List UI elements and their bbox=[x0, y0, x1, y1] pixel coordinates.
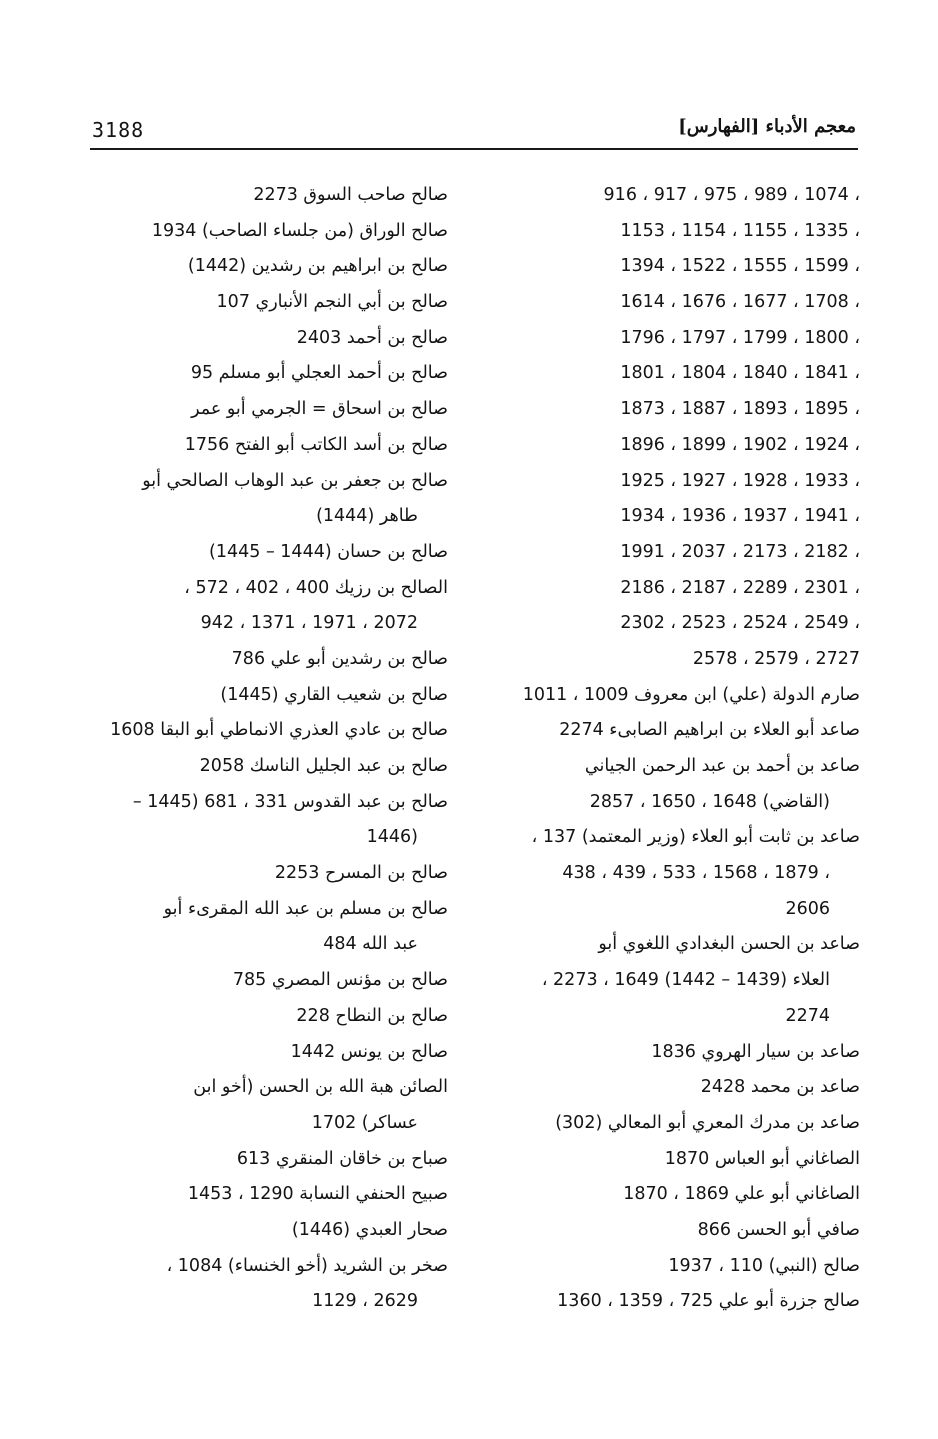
index-entry: صاعد أبو العلاء بن ابراهيم الصابىء 2274 bbox=[559, 720, 860, 741]
index-column-right bbox=[498, 178, 860, 1320]
index-entry: صالح (النبي) 110 ، 1937 bbox=[668, 1255, 860, 1276]
index-entry: صالح الوراق (من جلساء الصاحب) 1934 bbox=[151, 220, 448, 241]
index-entry: الصائن هبة الله بن الحسن (أخو ابن bbox=[193, 1077, 448, 1098]
index-entry: 1796 ، 1797 ، 1799 ، 1800 ، bbox=[620, 327, 860, 348]
index-entry: صالح بن رشدين أبو علي 786 bbox=[231, 648, 448, 669]
index-entry-continuation: (القاضي) 1648 ، 1650 ، 2857 bbox=[589, 791, 830, 812]
index-entry-continuation: طاهر (1444) bbox=[316, 506, 418, 527]
index-entry: صالح بن ابراهيم بن رشدين (1442) bbox=[187, 256, 448, 277]
index-entry-continuation: 2606 bbox=[785, 898, 830, 919]
index-entry: 1991 ، 2037 ، 2173 ، 2182 ، bbox=[620, 541, 860, 562]
index-entry-continuation: 942 ، 1371 ، 1971 ، 2072 bbox=[200, 613, 418, 634]
index-entry: صالح بن المسرح 2253 bbox=[274, 863, 448, 884]
index-entry: صالح بن مؤنس المصري 785 bbox=[232, 970, 448, 991]
index-entry: صالح صاحب السوق 2273 bbox=[253, 185, 448, 205]
index-entry: 1934 ، 1936 ، 1937 ، 1941 ، bbox=[620, 506, 860, 527]
index-entry: صالح بن عادي العذري الانماطي أبو البقا 1608 bbox=[110, 720, 448, 741]
index-entry-continuation: 1446) bbox=[366, 827, 418, 848]
index-entry: صالح بن اسحاق = الجرمي أبو عمر bbox=[191, 399, 448, 420]
index-entry: صاعد بن محمد 2428 bbox=[700, 1077, 860, 1098]
index-entry: 1801 ، 1804 ، 1840 ، 1841 ، bbox=[620, 363, 860, 384]
index-entry-continuation: عبد الله 484 bbox=[323, 934, 418, 955]
index-entry: صباح بن خاقان المنقري 613 bbox=[236, 1148, 448, 1169]
index-entry: صاعد بن ثابت أبو العلاء (وزير المعتمد) 137 ، bbox=[531, 827, 860, 848]
index-entry: 1394 ، 1522 ، 1555 ، 1599 ، bbox=[620, 256, 860, 277]
index-entry-continuation: العلاء (1439 – 1442) 1649 ، 2273 ، bbox=[541, 970, 830, 991]
index-entry: 1614 ، 1676 ، 1677 ، 1708 ، bbox=[620, 292, 860, 313]
index-entry: 1896 ، 1899 ، 1902 ، 1924 ، bbox=[620, 434, 860, 455]
index-entry: صحار العبدي (1446) bbox=[291, 1219, 448, 1240]
index-entry: صالح بن يونس 1442 bbox=[290, 1041, 448, 1062]
index-entry: صبيح الحنفي النسابة 1290 ، 1453 bbox=[187, 1184, 448, 1205]
index-entry-continuation: 2274 bbox=[785, 1005, 830, 1026]
index-entry: 1873 ، 1887 ، 1893 ، 1895 ، bbox=[620, 399, 860, 420]
index-entry-continuation: 438 ، 439 ، 533 ، 1568 ، 1879 ، bbox=[562, 863, 830, 884]
page-number: 3188 bbox=[92, 118, 145, 142]
index-entry: الصاغاني أبو العباس 1870 bbox=[664, 1148, 860, 1169]
index-entry: 2186 ، 2187 ، 2289 ، 2301 ، bbox=[620, 577, 860, 598]
index-entry: 1153 ، 1154 ، 1155 ، 1335 ، bbox=[620, 220, 860, 241]
index-entry: صالح بن أحمد 2403 bbox=[296, 327, 448, 348]
index-entry: صالح بن أسد الكاتب أبو الفتح 1756 bbox=[184, 434, 448, 455]
index-entry: صالح بن شعيب القاري (1445) bbox=[220, 684, 448, 705]
index-entry: 2302 ، 2523 ، 2524 ، 2549 ، bbox=[620, 613, 860, 634]
index-entry-continuation: عساكر) 1702 bbox=[311, 1112, 418, 1133]
index-entry: 1925 ، 1927 ، 1928 ، 1933 ، bbox=[620, 470, 860, 491]
index-entry: صالح بن جعفر بن عبد الوهاب الصالحي أبو bbox=[142, 470, 448, 491]
index-entry: صارم الدولة (علي) ابن معروف 1009 ، 1011 bbox=[522, 684, 860, 705]
index-entry: صاعد بن أحمد بن عبد الرحمن الجياني bbox=[584, 756, 860, 776]
index-entry: صالح بن أبي النجم الأنباري 107 bbox=[216, 292, 448, 313]
index-entry: الصاغاني أبو علي 1869 ، 1870 bbox=[623, 1184, 860, 1205]
index-entry: صالح جزرة أبو علي 725 ، 1359 ، 1360 bbox=[557, 1291, 860, 1312]
index-entry: صاعد بن الحسن البغدادي اللغوي أبو bbox=[598, 934, 860, 955]
index-entry: صالح بن عبد الجليل الناسك 2058 bbox=[199, 756, 448, 776]
index-entry: صاعد بن مدرك المعري أبو المعالي (302) bbox=[555, 1112, 860, 1133]
index-entry: صالح بن عبد القدوس 331 ، 681 (1445 – bbox=[132, 791, 448, 812]
index-entry: صالح بن مسلم بن عبد الله المقرىء أبو bbox=[163, 898, 448, 919]
index-entry: صافي أبو الحسن 866 bbox=[697, 1219, 860, 1240]
index-entry: 2578 ، 2579 ، 2727 bbox=[692, 648, 860, 669]
index-entry: صالح بن أحمد العجلي أبو مسلم 95 bbox=[190, 363, 448, 384]
index-entry: صالح بن النطاح 228 bbox=[296, 1005, 448, 1026]
running-title: معجم الأدباء [الفهارس] bbox=[678, 116, 856, 137]
page-header bbox=[90, 112, 858, 150]
index-entry: 916 ، 917 ، 975 ، 989 ، 1074 ، bbox=[603, 185, 860, 205]
index-entry: صالح بن حسان (1444 – 1445) bbox=[209, 541, 448, 562]
index-entry: الصالح بن رزيك 400 ، 402 ، 572 ، bbox=[184, 577, 448, 598]
index-column-left bbox=[88, 178, 448, 1320]
index-entry: صاعد بن سيار الهروي 1836 bbox=[651, 1041, 860, 1062]
index-entry: صخر بن الشريد (أخو الخنساء) 1084 ، bbox=[166, 1255, 448, 1276]
index-entry-continuation: 1129 ، 2629 bbox=[312, 1291, 418, 1312]
